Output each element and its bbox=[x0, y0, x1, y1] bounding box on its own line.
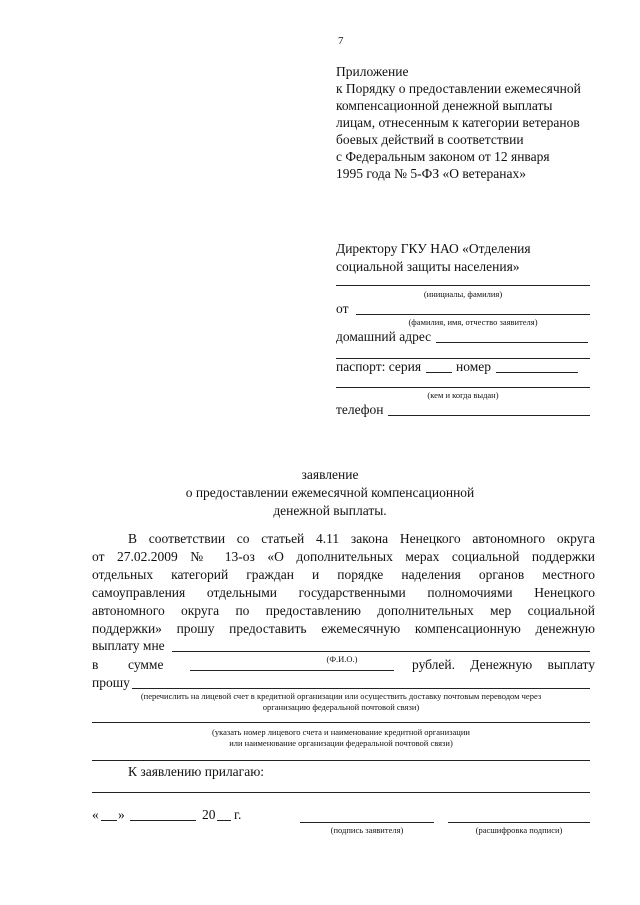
document-title-line-2: о предоставлении ежемесячной компенсационной bbox=[185, 485, 475, 500]
signature-field[interactable] bbox=[300, 822, 434, 823]
decoding-hint: (расшифровка подписи) bbox=[475, 825, 563, 835]
appendix-line: 1995 года № 5-ФЗ «О ветеранах» bbox=[336, 166, 526, 181]
home-address-label: домашний адрес bbox=[336, 329, 432, 344]
date-day-field[interactable] bbox=[101, 820, 117, 821]
account-field-2[interactable] bbox=[92, 760, 590, 761]
phone-field[interactable] bbox=[388, 415, 590, 416]
phone-label: телефон bbox=[336, 402, 384, 417]
addressee-line-1: Директору ГКУ НАО «Отделения bbox=[336, 241, 531, 256]
attachments-field[interactable] bbox=[92, 792, 590, 793]
body-line: автономного округа по предоставлению дополнительных мер социальной bbox=[92, 603, 595, 618]
appendix-line: лицам, отнесенным к категории ветеранов bbox=[336, 115, 580, 130]
sum-field[interactable] bbox=[190, 670, 394, 671]
payment-method-field[interactable] bbox=[132, 688, 590, 689]
account-hint-1: (указать номер лицевого счета и наименование кредитной организации bbox=[212, 727, 470, 737]
account-field[interactable] bbox=[92, 722, 590, 723]
body-line: от 27.02.2009 № 13-оз «О дополнительных мерах социальной поддержки bbox=[92, 549, 595, 564]
appendix-line: к Порядку о предоставлении ежемесячной bbox=[336, 81, 581, 96]
from-label: от bbox=[336, 301, 349, 316]
home-address-field[interactable] bbox=[436, 342, 588, 343]
initials-hint: (инициалы, фамилия) bbox=[423, 289, 503, 299]
body-line: В соответствии со статьей 4.11 закона Ненецкого автономного округа bbox=[128, 531, 595, 546]
body-line: самоуправления отдельными государственными полномочиями Ненецкого bbox=[92, 585, 595, 600]
passport-issued-field[interactable] bbox=[336, 387, 590, 388]
document-title: заявление bbox=[301, 467, 359, 482]
applicant-hint: (фамилия, имя, отчество заявителя) bbox=[408, 317, 538, 327]
body-line: отдельных категорий граждан и порядке наделения органов местного bbox=[92, 567, 595, 582]
ask-label: прошу bbox=[92, 675, 130, 690]
appendix-block bbox=[336, 63, 581, 182]
payment-to-label: выплату мне bbox=[92, 638, 165, 653]
appendix-line: боевых действий в соответствии bbox=[336, 132, 524, 147]
fio-hint: (Ф.И.О.) bbox=[326, 654, 358, 664]
addressee-line-2: социальной защиты населения» bbox=[336, 259, 520, 274]
appendix-line: компенсационной денежной выплаты bbox=[336, 98, 553, 113]
passport-series-label: паспорт: серия bbox=[336, 359, 422, 374]
sum-label-left: в bbox=[92, 657, 99, 672]
issued-hint: (кем и когда выдан) bbox=[427, 390, 499, 400]
date-year-field[interactable] bbox=[217, 820, 231, 821]
date-month-field[interactable] bbox=[130, 820, 196, 821]
date-quote-close: » bbox=[118, 807, 125, 822]
passport-number-field[interactable] bbox=[496, 372, 578, 373]
date-year-prefix: 20 bbox=[202, 807, 216, 822]
body-line: поддержки» прошу предоставить ежемесячную компенсационную денежную bbox=[92, 621, 595, 636]
appendix-line: с Федеральным законом от 12 января bbox=[336, 149, 550, 164]
signature-decoding-field[interactable] bbox=[448, 822, 590, 823]
transfer-hint-1: (перечислить на лицевой счет в кредитной организации или осуществить доставку почтовым переводом через bbox=[140, 691, 542, 701]
applicant-name-field[interactable] bbox=[356, 314, 590, 315]
signature-hint: (подпись заявителя) bbox=[330, 825, 404, 835]
passport-number-label: номер bbox=[456, 359, 492, 374]
date-year-suffix: г. bbox=[234, 807, 242, 822]
passport-series-field[interactable] bbox=[426, 372, 452, 373]
date-quote-open: « bbox=[92, 807, 99, 822]
rubles-text: рублей. Денежную выплату bbox=[412, 657, 595, 672]
transfer-hint-2: организацию федеральной почтовой связи) bbox=[262, 702, 420, 712]
fio-field[interactable] bbox=[172, 651, 590, 652]
attach-label: К заявлению прилагаю: bbox=[128, 764, 265, 779]
appendix-line: Приложение bbox=[336, 64, 409, 79]
document-title-line-3: денежной выплаты. bbox=[273, 503, 387, 518]
initials-field[interactable] bbox=[336, 285, 590, 286]
account-hint-2: или наименование организации федеральной почтовой связи) bbox=[229, 738, 453, 748]
sum-label: сумме bbox=[128, 657, 164, 672]
page-number: 7 bbox=[338, 35, 344, 47]
